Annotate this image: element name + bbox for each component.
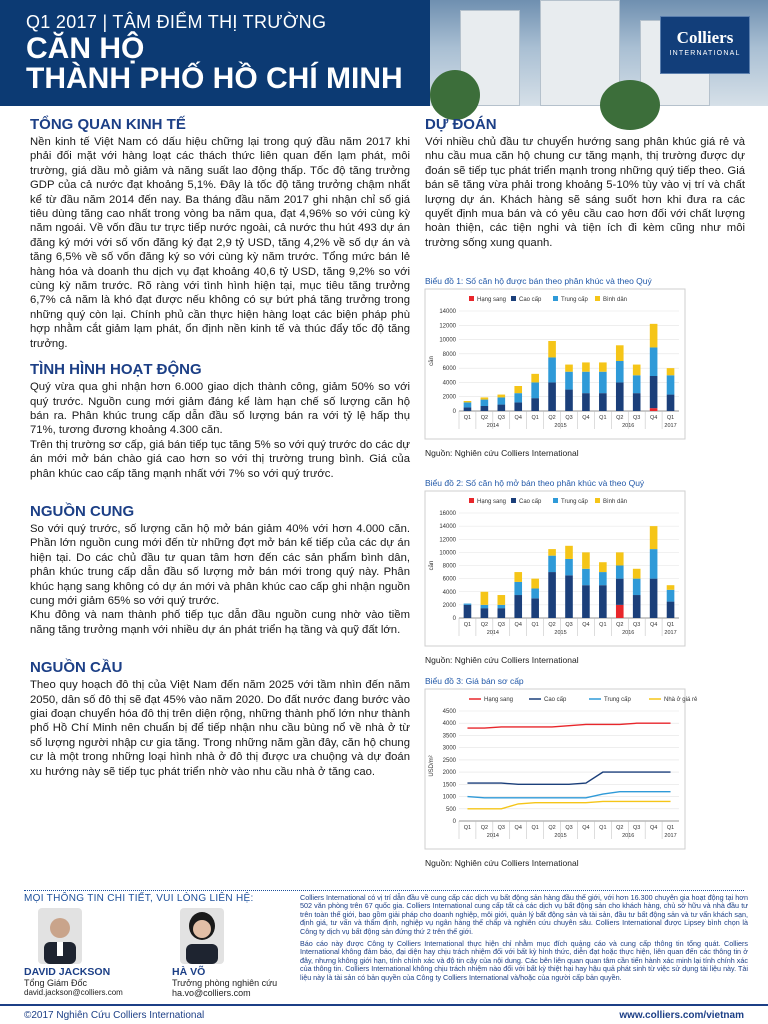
- x-tick-label: Q4: [649, 622, 658, 628]
- legend-label: Bình dân: [603, 297, 628, 303]
- x-tick-label: Q1: [599, 825, 607, 831]
- y-tick-label: 14000: [439, 524, 456, 531]
- x-tick-label: Q2: [480, 622, 489, 628]
- x-tick-label: Q2: [480, 825, 489, 831]
- y-axis-label: USD/m²: [429, 755, 435, 777]
- bar-bình-dân: [582, 362, 590, 371]
- bar-trung-cấp: [616, 361, 624, 382]
- legend-label: Trung cấp: [561, 499, 588, 505]
- forecast-text: Với nhiều chủ đầu tư chuyển hướng sang phân khúc giá rẻ và nhu cầu mua căn hộ chung cư tăng mạnh, thị trường được dự đoán sẽ tiếp tục phát triển mạnh trong những quý tiếp theo. Giá bán sẽ tăng vừa phải trong khoảng 5-10% tùy vào vị trí và chất lượng dự án. Khách hàng sẽ sáng suốt hơn khi đưa ra các quyết định mua bán và có yêu cầu cao hơn đối với chất lượng hoàn thiện, các tiện nghi và tiện ích đi kèm cũng như môi trường sống xung quanh.: [425, 136, 745, 249]
- contact-name: HÀ VÕ: [172, 966, 206, 978]
- legend-swatch: [595, 498, 600, 503]
- contact-role: Tổng Giám Đốc: [24, 978, 88, 988]
- avatar: [180, 908, 224, 964]
- year-label: 2014: [486, 833, 499, 839]
- year-label: 2017: [664, 423, 677, 429]
- x-tick-label: Q4: [514, 825, 522, 831]
- chart-2-block: [425, 478, 685, 665]
- copyright: ©2017 Nghiên Cứu Colliers International: [24, 1010, 205, 1021]
- year-label: 2014: [486, 423, 499, 429]
- left-column: [30, 116, 410, 779]
- legend-label: Nhà ở giá rẻ: [664, 697, 698, 703]
- x-tick-label: Q3: [497, 622, 505, 628]
- report-kicker: Q1 2017 | TÂM ĐIỂM THỊ TRƯỜNG: [26, 12, 327, 32]
- year-label: 2017: [664, 833, 677, 839]
- x-tick-label: Q3: [633, 825, 641, 831]
- bar-bình-dân: [582, 552, 590, 568]
- contact-email[interactable]: ha.vo@colliers.com: [172, 988, 251, 998]
- bar-trung-cấp: [514, 393, 522, 402]
- bar-hạng-sang: [616, 605, 624, 618]
- bar-bình-dân: [481, 592, 489, 605]
- demand-text: Theo quy hoạch đô thị của Việt Nam đến năm 2025 với tầm nhìn đến năm 2050, dân số đô thị sẽ đạt 45% vào năm 2020. Do đất nước đang bước vào giai đoạn chuyển hóa đô thị trên diện rộng, những thành phố lớn như thành phố Hồ Chí Minh nên chuẩn bị để tiếp nhận nhu cầu bùng nổ về nhà ở từ số lượng người nhập cư gia tăng. Trong những năm gần đây, căn hộ chung cư là một trong những loại hình nhà ở đô thị được ưa chuộng và dự đoán xu hướng này sẽ tiếp tục phát triển nhờ vào nhu cầu nhà ở tăng cao.: [30, 679, 410, 778]
- bar-bình-dân: [531, 374, 539, 383]
- bar-trung-cấp: [667, 590, 675, 602]
- chart-3-source: Nguồn: Nghiên cứu Colliers International: [425, 858, 579, 868]
- bar-trung-cấp: [565, 372, 573, 390]
- bar-bình-dân: [498, 395, 506, 398]
- bar-cao-cấp: [667, 395, 675, 411]
- x-tick-label: Q1: [599, 415, 607, 421]
- bar-bình-dân: [633, 569, 641, 579]
- supply-text-1: So với quý trước, số lượng căn hộ mở bán giảm 40% với hơn 4.000 căn. Phần lớn nguồn cung mới đến từ những đợt mở bán kế tiếp của các dự án hiện tại. Do các chủ đầu tư quan tâm hơn đến các sản phẩm bình dân, phân khúc trung cấp dẫn đầu số lượng mở bán mới trong quý này. Phân khúc hạng sang không có dự án mới và phân khúc cao cấp ghi nhận nguồn cung mới giảm 65% so với quý trước.: [30, 522, 410, 607]
- bar-bình-dân: [514, 386, 522, 393]
- bar-cao-cấp: [481, 406, 489, 411]
- y-tick-label: 4000: [442, 380, 456, 387]
- year-label: 2015: [554, 833, 567, 839]
- bar-bình-dân: [565, 365, 573, 372]
- y-tick-label: 0: [452, 409, 456, 415]
- section-title-performance: TÌNH HÌNH HOẠT ĐỘNG: [30, 361, 202, 379]
- y-tick-label: 2000: [442, 394, 456, 401]
- x-tick-label: Q4: [514, 415, 522, 421]
- bar-cao-cấp: [481, 608, 489, 618]
- bar-cao-cấp: [650, 579, 658, 618]
- y-axis-label: căn: [429, 356, 435, 366]
- contact-name: DAVID JACKSON: [24, 966, 111, 978]
- bar-trung-cấp: [464, 402, 472, 407]
- x-tick-label: Q4: [582, 415, 590, 421]
- legend-label: Trung cấp: [561, 297, 588, 303]
- legend-label: Hạng sang: [484, 697, 514, 703]
- header-banner: [0, 0, 768, 106]
- bar-cao-cấp: [616, 382, 624, 411]
- colliers-logo[interactable]: Colliers INTERNATIONAL: [660, 16, 750, 74]
- bar-cao-cấp: [514, 402, 522, 411]
- section-title-forecast: DỰ ĐOÁN: [425, 116, 497, 133]
- y-tick-label: 500: [445, 806, 456, 813]
- bar-cao-cấp: [498, 608, 506, 618]
- y-tick-label: 14000: [439, 309, 456, 315]
- bar-bình-dân: [667, 368, 675, 375]
- legend-label: Bình dân: [603, 499, 628, 505]
- chart-2-title: Biểu đồ 2: Số căn hộ mở bán theo phân khúc và theo Quý: [425, 478, 645, 488]
- contact-email[interactable]: david.jackson@colliers.com: [24, 988, 123, 997]
- bar-bình-dân: [650, 526, 658, 549]
- bar-cao-cấp: [548, 382, 556, 411]
- bar-trung-cấp: [667, 375, 675, 394]
- x-tick-label: Q2: [616, 415, 624, 421]
- bar-cao-cấp: [464, 407, 472, 411]
- legend-swatch: [469, 296, 474, 301]
- footer: [0, 1004, 768, 1024]
- bar-trung-cấp: [531, 382, 539, 398]
- bar-cao-cấp: [650, 376, 658, 408]
- bar-trung-cấp: [514, 582, 522, 595]
- x-tick-label: Q1: [531, 622, 539, 628]
- legend-label: Hạng sang: [477, 297, 507, 303]
- y-tick-label: 6000: [442, 576, 456, 583]
- contact-person-1: [24, 908, 174, 997]
- chart-3-block: [425, 676, 698, 868]
- bar-bình-dân: [548, 549, 556, 556]
- legend-label: Cao cấp: [519, 499, 542, 505]
- bar-bình-dân: [633, 365, 641, 376]
- bar-cao-cấp: [565, 575, 573, 618]
- bar-cao-cấp: [565, 390, 573, 411]
- disclaimer-legal: Báo cáo này được Công ty Colliers International thực hiện chỉ nhằm mục đích quảng cáo và cung cấp thông tin tổng quát. Colliers International không đảm bảo, đại diện hay chịu trách nhiệm đối với bất kỳ hình thức, diễn đạt hoặc thực hiện, liên quan đến các thông tin ở đây, nhưng không giới hạn, tính chính xác và độ tin cậy của nội dung. Các bên liên quan quan tâm cần tiến hành xác minh lại tính chính xác của thông tin. Colliers International không chịu trách nhiệm nào đối với bất kỳ thiệt hại hay hậu quả phát sinh từ việc sử dụng tài liệu này. Tài liệu này là tài sản có bản quyền của Công ty Colliers International và/hoặc của người cấp bản quyền.: [300, 939, 748, 982]
- x-tick-label: Q2: [548, 415, 556, 421]
- bar-trung-cấp: [616, 566, 624, 579]
- performance-text-2: Trên thị trường sơ cấp, giá bán tiếp tục tăng 5% so với quý trước do các dự án mới mở bán chào giá cao hơn so với thị trường trung bình. Giá của phân khúc cao cấp tăng mạnh nhất với 7% so với quý trước.: [30, 438, 410, 480]
- bar-cao-cấp: [548, 572, 556, 618]
- y-tick-label: 0: [452, 819, 456, 825]
- bar-cao-cấp: [667, 602, 675, 618]
- bar-trung-cấp: [565, 559, 573, 575]
- bar-trung-cấp: [650, 347, 658, 376]
- x-tick-label: Q3: [633, 415, 641, 421]
- legend-swatch: [469, 498, 474, 503]
- bar-bình-dân: [548, 341, 556, 357]
- x-tick-label: Q2: [616, 622, 624, 628]
- chart-1-title: Biểu đồ 1: Số căn hộ được bán theo phân khúc và theo Quý: [425, 276, 652, 286]
- y-tick-label: 3000: [442, 745, 456, 752]
- y-tick-label: 6000: [442, 366, 456, 373]
- y-tick-label: 12000: [439, 323, 456, 330]
- x-tick-label: Q1: [463, 825, 472, 831]
- x-tick-label: Q3: [497, 415, 505, 421]
- year-label: 2017: [664, 630, 677, 636]
- year-label: 2015: [554, 630, 567, 636]
- x-tick-label: Q1: [666, 415, 675, 421]
- bar-bình-dân: [531, 579, 539, 589]
- x-tick-label: Q1: [531, 825, 539, 831]
- chart-2-source: Nguồn: Nghiên cứu Colliers International: [425, 655, 579, 665]
- bar-cao-cấp: [531, 398, 539, 411]
- legend-label: Cao cấp: [519, 297, 542, 303]
- x-tick-label: Q3: [633, 622, 641, 628]
- performance-text-1: Quý vừa qua ghi nhận hơn 6.000 giao dịch thành công, giảm 50% so với quý trước. Nguồn cung mới giảm đáng kể làm hạn chế số lượng căn hộ bán ra. Phân khúc trung cấp dẫn đầu số lượng bán ra với tỷ lệ hấp thụ 71%, tương đương khoảng 4.300 căn.: [30, 381, 410, 437]
- x-tick-label: Q3: [565, 825, 573, 831]
- x-tick-label: Q2: [548, 825, 556, 831]
- x-tick-label: Q1: [666, 825, 675, 831]
- bar-bình-dân: [599, 562, 607, 572]
- bar-bình-dân: [667, 585, 675, 590]
- bar-trung-cấp: [531, 588, 539, 598]
- y-tick-label: 8000: [442, 563, 456, 570]
- y-tick-label: 8000: [442, 351, 456, 358]
- x-tick-label: Q4: [649, 825, 658, 831]
- avatar: [38, 908, 82, 964]
- x-tick-label: Q4: [582, 622, 590, 628]
- section-title-economy: TỔNG QUAN KINH TẾ: [30, 116, 186, 133]
- y-tick-label: 2500: [442, 757, 456, 764]
- x-tick-label: Q2: [616, 825, 624, 831]
- bar-trung-cấp: [582, 372, 590, 393]
- bar-bình-dân: [481, 397, 489, 399]
- y-tick-label: 1000: [442, 794, 456, 801]
- x-tick-label: Q1: [463, 415, 472, 421]
- bar-cao-cấp: [464, 605, 472, 618]
- year-label: 2014: [486, 630, 499, 636]
- disclaimer: [300, 894, 748, 982]
- year-label: 2016: [622, 833, 635, 839]
- legend-label: Trung cấp: [604, 697, 631, 703]
- bar-trung-cấp: [599, 572, 607, 585]
- bar-trung-cấp: [548, 357, 556, 382]
- bar-cao-cấp: [599, 585, 607, 618]
- legend-label: Cao cấp: [544, 697, 567, 703]
- bar-trung-cấp: [633, 579, 641, 595]
- bar-trung-cấp: [464, 604, 472, 605]
- x-tick-label: Q2: [480, 415, 489, 421]
- right-column: [425, 116, 745, 250]
- bar-cao-cấp: [582, 585, 590, 618]
- bar-bình-dân: [650, 324, 658, 348]
- x-tick-label: Q1: [463, 622, 472, 628]
- legend-swatch: [511, 498, 516, 503]
- bar-trung-cấp: [481, 605, 489, 608]
- y-tick-label: 2000: [442, 770, 456, 777]
- economy-text: Nền kinh tế Việt Nam có dấu hiệu chững lại trong quý đầu năm 2017 khi phải đối mặt với hàng loạt các thách thức liên quan đến lạm phát, môi trường, giá dầu mỏ giảm và năng suất lao động thấp. Tốc độ tăng trưởng GDP của cả nước đạt khoảng 5,1%. Đây là tốc độ tăng trưởng chậm nhất kể từ đầu năm 2014 đến nay. Ba tháng đầu năm 2017 ghi nhận chỉ số giá tiêu dùng tăng cao nhất trong vòng ba năm qua, đạt 4,96% so với cùng kỳ năm ngoái. Về vốn đầu tư trực tiếp nước ngoài, cả nước thu hút 493 dự án đăng ký mới với số vốn đăng ký đạt 2,9 tỷ USD, tăng 4,2% về số dự án và tăng 6,5% về số vốn đăng ký so với cùng kỳ năm trước. Tổng mức bán lẻ hàng hóa và doanh thu dịch vụ đạt khoảng 40,6 tỷ USD, tăng 9,2% so với cùng kỳ năm trước. Rõ ràng với tình hình hiện tại, mục tiêu tăng trưởng 6,7% cả năm là khó đạt được nếu không có sự bứt phá tăng trưởng trong những quý còn lại. Chính phủ cần thực hiện hàng loạt các biện pháp phù hợp nhằm cắt giảm lạm phát, ổn định nền kinh tế và thúc đẩy tốc độ tăng trưởng.: [30, 136, 410, 350]
- x-tick-label: Q3: [565, 622, 573, 628]
- x-tick-label: Q1: [531, 415, 539, 421]
- y-tick-label: 0: [452, 616, 456, 622]
- y-tick-label: 16000: [439, 511, 456, 517]
- chart-3: [425, 689, 698, 849]
- bar-hạng-sang: [650, 408, 658, 411]
- bar-bình-dân: [616, 345, 624, 361]
- bar-trung-cấp: [548, 556, 556, 572]
- chart-2: [425, 491, 685, 646]
- bar-bình-dân: [464, 401, 472, 402]
- bar-cao-cấp: [633, 393, 641, 411]
- section-title-supply: NGUỒN CUNG: [30, 502, 135, 520]
- chart-1-block: [425, 276, 685, 458]
- report-title: CĂN HỘ THÀNH PHỐ HỒ CHÍ MINH: [26, 32, 403, 95]
- chart-1-source: Nguồn: Nghiên cứu Colliers International: [425, 448, 579, 458]
- contact-heading: MỌI THÔNG TIN CHI TIẾT, VUI LÒNG LIÊN HỆ:: [24, 893, 254, 904]
- y-tick-label: 10000: [439, 337, 456, 344]
- y-tick-label: 10000: [439, 550, 456, 557]
- chart-1: [425, 289, 685, 439]
- legend-swatch: [595, 296, 600, 301]
- contact-role: Trưởng phòng nghiên cứu: [172, 978, 278, 988]
- y-tick-label: 4000: [442, 721, 456, 728]
- legend-swatch: [511, 296, 516, 301]
- bar-cao-cấp: [582, 393, 590, 411]
- bar-cao-cấp: [633, 595, 641, 618]
- bar-cao-cấp: [599, 393, 607, 411]
- y-tick-label: 1500: [442, 782, 456, 789]
- x-tick-label: Q2: [548, 622, 556, 628]
- bar-trung-cấp: [650, 549, 658, 579]
- x-tick-label: Q1: [599, 622, 607, 628]
- website-link[interactable]: www.colliers.com/vietnam: [619, 1010, 744, 1021]
- x-tick-label: Q4: [514, 622, 522, 628]
- bar-bình-dân: [616, 552, 624, 565]
- y-axis-label: căn: [429, 560, 435, 571]
- bar-trung-cấp: [633, 375, 641, 393]
- bar-bình-dân: [514, 572, 522, 582]
- bar-cao-cấp: [616, 579, 624, 605]
- y-tick-label: 3500: [442, 733, 456, 740]
- disclaimer-about: Colliers International có vị trí dẫn đầu về cung cấp các dịch vụ bất động sản hàng đầu thế giới, với hơn 16.300 chuyên gia hoạt động tại hơn 502 văn phòng trên 67 quốc gia. Colliers International cung cấp tất cả các dịch vụ bất động sản cho khách hàng, chủ sở hữu và nhà đầu tư trên toàn thế giới, bao gồm giải pháp cho doanh nghiệp, môi giới, quản lý bất động sản và tài sản, đầu tư bất động sản và tư vấn khách sạn, định giá, tư vấn và thẩm định, nghiệp vụ ngân hàng thế chấp và nghiên cứu chuyên sâu. Colliers International được Lipsey bình chọn là Công ty dịch vụ bất động sản đứng thứ 2 trên thế giới.: [300, 893, 748, 936]
- x-tick-label: Q3: [565, 415, 573, 421]
- y-tick-label: 4000: [442, 589, 456, 596]
- chart-3-title: Biểu đồ 3: Giá bán sơ cấp: [425, 676, 524, 686]
- y-tick-label: 2000: [442, 602, 456, 609]
- section-title-demand: NGUỒN CẦU: [30, 659, 123, 677]
- bar-bình-dân: [599, 362, 607, 371]
- year-label: 2016: [622, 630, 635, 636]
- bar-trung-cấp: [481, 400, 489, 406]
- legend-label: Hạng sang: [477, 499, 507, 505]
- x-tick-label: Q4: [649, 415, 658, 421]
- x-tick-label: Q4: [582, 825, 590, 831]
- bar-cao-cấp: [531, 598, 539, 618]
- x-tick-label: Q3: [497, 825, 505, 831]
- bar-cao-cấp: [514, 595, 522, 618]
- bar-bình-dân: [498, 595, 506, 605]
- legend-swatch: [553, 498, 558, 503]
- bar-trung-cấp: [599, 372, 607, 393]
- bar-trung-cấp: [498, 397, 506, 404]
- y-tick-label: 12000: [439, 537, 456, 544]
- bar-trung-cấp: [582, 569, 590, 585]
- bar-trung-cấp: [498, 605, 506, 608]
- year-label: 2015: [554, 423, 567, 429]
- supply-text-2: Khu đông và nam thành phố tiếp tục dẫn đầu nguồn cung nhờ vào tiềm năng tăng trưởng mạnh với nhiều dự án phát triển hạ tầng và quỹ đất lớn.: [30, 609, 410, 636]
- year-label: 2016: [622, 423, 635, 429]
- bar-bình-dân: [565, 546, 573, 559]
- y-tick-label: 4500: [442, 709, 456, 715]
- legend-swatch: [553, 296, 558, 301]
- bar-cao-cấp: [498, 405, 506, 411]
- x-tick-label: Q1: [666, 622, 675, 628]
